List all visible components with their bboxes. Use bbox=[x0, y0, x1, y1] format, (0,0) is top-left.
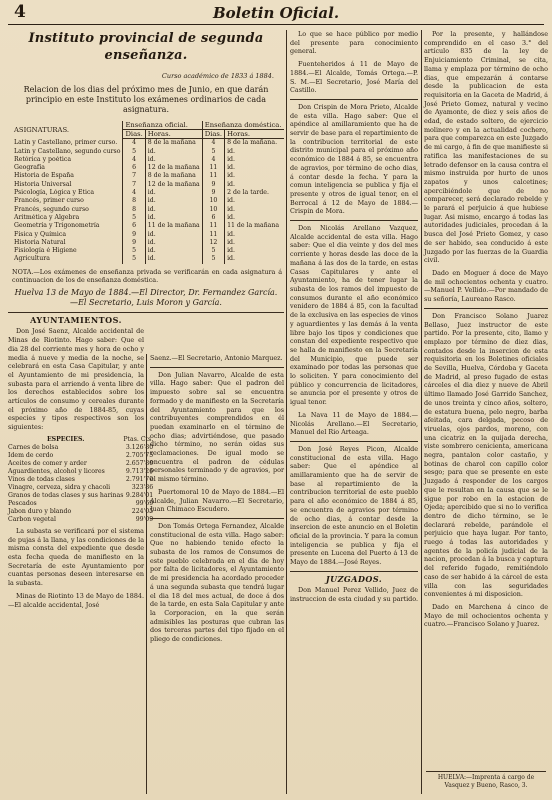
column-rule bbox=[421, 30, 422, 794]
official-day: 7 bbox=[123, 181, 145, 189]
price-species: Jabon duro y blando bbox=[8, 507, 72, 515]
domestic-day: 10 bbox=[202, 197, 224, 205]
price-amount: 99'69 bbox=[135, 499, 154, 507]
price-species: Aceites de comer y arder bbox=[8, 459, 87, 467]
schedule-note: NOTA.—Los exámenes de enseñanza privada se verificarán en cada asignatura á continuacion de los de enseñanza doméstica. bbox=[12, 267, 282, 284]
domestic-hour: 2 de la tarde. bbox=[225, 189, 284, 197]
official-hour: id. bbox=[145, 197, 202, 205]
domestic-header: Enseñanza doméstica. bbox=[202, 121, 283, 130]
official-day: 8 bbox=[123, 206, 145, 214]
domestic-day: 9 bbox=[202, 189, 224, 197]
schedule-row bbox=[12, 239, 284, 247]
price-row bbox=[8, 516, 153, 524]
price-col-species: ESPECIES. bbox=[46, 435, 85, 443]
domestic-hour: id. bbox=[225, 156, 284, 164]
official-hour: id. bbox=[145, 206, 202, 214]
column-3 bbox=[290, 30, 418, 608]
official-hour: 8 de la mañana bbox=[145, 172, 202, 180]
price-species: Aguardientes, alcohol y licores bbox=[8, 467, 105, 475]
domestic-day: 5 bbox=[202, 148, 224, 156]
domestic-hour: id. bbox=[225, 231, 284, 239]
notice-berrocal: Don Crispin de Mora Prieto, Alcalde de esta villa. Hago saber: Que el apéndice al amillaramiento que ha de servir de base para el repartimiento de la contribucion territorial de este distrito municipal para el próximo año económico de 1884 á 85, se encuentra de agravios, por término de ocho dias, á contar desde la fecha. Y para la comun inteligencia se publica y fija el presente y otros de igual tenor, en el Berrocal á 12 de Mayo de 1884.—Crispin de Mora. bbox=[290, 102, 418, 216]
requisitoria-prieto-signature: Dado en Moguer á doce de Mayo de mil ochocientos ochenta y cuatro.—Manuel P. Vellido.—Por mandado de su señoría, Laureano Rasco. bbox=[424, 268, 548, 304]
domestic-hour: 11 de la mañana bbox=[225, 222, 284, 230]
schedule-subject: Historia Natural bbox=[14, 238, 66, 246]
official-hour: id. bbox=[145, 214, 202, 222]
schedule-row bbox=[12, 164, 284, 172]
domestic-day: 4 bbox=[202, 156, 224, 164]
official-hour: id. bbox=[145, 156, 202, 164]
price-amount: 3.126'80 bbox=[125, 443, 154, 451]
hours-header: Horas. bbox=[225, 130, 284, 139]
domestic-day: 9 bbox=[202, 181, 224, 189]
schedule-row bbox=[12, 214, 284, 222]
schedule-row bbox=[12, 181, 284, 189]
ayuntamientos-heading: AYUNTAMIENTOS. bbox=[30, 314, 122, 325]
schedule-row bbox=[12, 148, 284, 156]
official-day: 6 bbox=[123, 222, 145, 230]
notice-puertomoral: Don Julian Navarro, Alcalde de esta villa. Hago saber: Que el padron del impuesto sobre sal se encuentra formado y de manifiesto en la Secretaría del Ayuntamiento para que los contribuyentes comprendidos en él puedan examinarlo en el término de ocho dias; advirtiéndose, que pasado dicho término, no serán oidas sus reclamaciones. De igual modo se encuentra el padron de cédulas personales terminado y de agravios, por el mismo término. bbox=[150, 370, 284, 484]
price-amount: 224'05 bbox=[131, 507, 154, 515]
schedule-subject: Física y Química bbox=[14, 230, 67, 238]
schedule-row bbox=[12, 197, 284, 205]
schedule-row bbox=[12, 139, 284, 148]
domestic-day: 6 bbox=[202, 214, 224, 222]
price-table bbox=[8, 436, 153, 524]
schedule-subject: Retórica y poética bbox=[14, 155, 72, 163]
schedule-subject: Psicología, Lógica y Ética bbox=[14, 189, 95, 197]
official-hour: id. bbox=[145, 231, 202, 239]
official-day: 5 bbox=[123, 255, 145, 263]
price-row bbox=[8, 492, 153, 500]
juzgados-heading: JUZGADOS. bbox=[325, 573, 383, 584]
printer-imprint: HUELVA:—Imprenta á cargo de Vasquez y Bueno, Rasco, 3. bbox=[426, 771, 546, 790]
ayuntamiento-notice-cont: La subasta se verificará por el sistema de pujas á la llana, y las condiciones de la misma consta del expediente que desde esta fecha queda de manifiesto en la Secretaría de este Ayuntamiento por cuantas personas deseen interesarse en la subasta. bbox=[8, 526, 144, 588]
price-species: Carnes de bolsa bbox=[8, 443, 59, 451]
domestic-hour: id. bbox=[225, 197, 284, 205]
ayuntamientos-section bbox=[8, 314, 154, 609]
days-header: Dias. bbox=[202, 130, 224, 139]
schedule-row bbox=[12, 172, 284, 180]
schedule-row bbox=[12, 206, 284, 214]
schedule-subject: Latin y Castellano, primer curso. bbox=[14, 138, 118, 146]
price-col-amount: Ptas. Cts. bbox=[123, 435, 154, 443]
official-day: 9 bbox=[123, 239, 145, 247]
official-hour: id. bbox=[145, 247, 202, 255]
page-header bbox=[8, 2, 544, 25]
ayuntamiento-notice: Don José Saenz, Alcalde accidental de Minas de Riotinto. Hago saber: Que el dia 28 del corriente mes y hora de ocho y media á nueve y media de la noche, se celebrará en esta Casa Capitular, y ante el Ayuntamiento de mi presidencia, la subasta para el arriendo á venta libre de los derechos establecidos sobre los artículos de consumo y cereales durante el próximo año de 1884-85, cuyas especies y tipos respectivos son los siguientes: bbox=[8, 327, 144, 432]
domestic-day: 5 bbox=[202, 255, 224, 263]
price-row bbox=[8, 500, 153, 508]
institute-intro: Relacion de los dias del próximo mes de Junio, en que darán principio en este Instituto los exámenes ordinarios de cada asignatura. bbox=[23, 84, 269, 114]
domestic-day: 4 bbox=[202, 139, 224, 148]
column-rule bbox=[286, 30, 287, 794]
domestic-hour: id. bbox=[225, 239, 284, 247]
domestic-hour: id. bbox=[225, 181, 284, 189]
price-row bbox=[8, 484, 153, 492]
schedule-subject: Aritmética y Álgebra bbox=[14, 213, 80, 221]
institute-title: Instituto provincial de segunda enseñanza. bbox=[28, 31, 264, 63]
course-year: Curso académico de 1833 á 1884. bbox=[161, 72, 274, 80]
notice-la-nava: Don Nicolás Arellano Vazquez, Alcalde accidental de esta villa. Hago saber: Que el dia veinte y dos del mes corriente y horas desde las doce de la mañana á las dos de la tarde, en estas Casas Capitulares y ante el Ayuntamiento, ha de tener lugar la subasta de los ramos del impuesto de consumos durante el año económico venidero de 1884 á 85, con la facultad de la exclusiva en las especies de vinos y aguardientes y las demás á la venta libre bajo los tipos y condiciones que constan del expediente respectivo que se halla de manifiesto en la Secretaría del Municipio, que puede ser examinado por todas las personas que lo soliciten. Y para conocimiento del público y concurrencia de licitadores, se anuncia por el presente y otros de igual tenor. bbox=[290, 224, 418, 407]
domestic-hour: id. bbox=[225, 164, 284, 172]
official-hour: 12 de la mañana bbox=[145, 164, 202, 172]
column-rule bbox=[146, 354, 147, 794]
official-header: Enseñanza oficial. bbox=[123, 121, 202, 130]
column-4 bbox=[424, 30, 548, 633]
official-day: 4 bbox=[123, 189, 145, 197]
schedule-subject: Agricultura bbox=[14, 255, 50, 263]
notice-fuenteheridos: Don Tomás Ortega Fernandez, Alcalde constitucional de esta villa. Hago saber: Que no habiendo tenido efecto la subasta de los ramos de Consumos de este pueblo celebrada en el dia de hoy por falta de licitadores, el Ayuntamiento de mi presidencia ha acordado proceder á una segunda subasta que tendrá lugar el dia 18 del mes actual, de doce á dos de la tarde, en esta Sala Capitular y ante la Corporacion, en la que serán admisibles las posturas que cubran las dos terceras partes del tipo fijado en el pliego de condiciones. bbox=[150, 521, 284, 644]
schedule-subject: Francés, primer curso bbox=[14, 197, 84, 205]
schedule-subject: Geografía bbox=[14, 164, 45, 172]
domestic-hour: id. bbox=[225, 255, 284, 263]
schedule-row bbox=[12, 189, 284, 197]
price-amount: 9.284'01 bbox=[125, 491, 154, 499]
price-row bbox=[8, 476, 153, 484]
official-day: 5 bbox=[123, 148, 145, 156]
schedule-row bbox=[12, 255, 284, 263]
schedule-subject: Latin y Castellano, segundo curso bbox=[14, 147, 121, 155]
price-amount: 323'86 bbox=[131, 483, 154, 491]
notice-juez: Don Manuel Perez Vellido, Juez de instruccion de esta ciudad y su partido. bbox=[290, 586, 419, 604]
domestic-day: 11 bbox=[202, 164, 224, 172]
official-hour: 11 de la mañana bbox=[145, 222, 202, 230]
notice-public-signature: Fuenteheridos á 11 de Mayo de 1884.—El Alcalde, Tomás Ortega.—P. S. M.—El Secretario, José María del Castillo. bbox=[290, 60, 418, 95]
price-row bbox=[8, 444, 153, 452]
domestic-day: 11 bbox=[202, 172, 224, 180]
institute-signature: Huelva 13 de Mayo de 1884.—El Director, Dr. Fernandez García.—El Secretario, Luis Moron y García. bbox=[14, 287, 278, 307]
notice-la-nava-signature: La Nava 11 de Mayo de 1884.—Nicolás Arellano.—El Secretario, Manuel del Rio Arteaga. bbox=[290, 410, 418, 437]
notice-lucena: Don José Reyes Picon, Alcalde constitucional de esta villa. Hago saber: Que el apéndice al amillaramiento que ha de servir de base al repartimiento de la contribucion territorial de este pueblo para el año económico de 1884 á 85, se encuentra de agravios por término de ocho dias, á contar desde la insercion de este anuncio en el Boletin oficial de la provincia. Y para la comun inteligencia se publica y fija el presente en Lucena del Puerto á 13 de Mayo de 1884.—José Reyes. bbox=[290, 444, 418, 567]
official-hour: id. bbox=[145, 255, 202, 263]
official-hour: id. bbox=[145, 239, 202, 247]
official-day: 7 bbox=[123, 172, 145, 180]
schedule-row bbox=[12, 231, 284, 239]
price-amount: 9.713'26 bbox=[125, 467, 154, 475]
schedule-subject: Francés, segundo curso bbox=[14, 205, 89, 213]
official-day: 5 bbox=[123, 247, 145, 255]
schedule-subject: Historia de España bbox=[14, 172, 74, 180]
subjects-header: ASIGNATURAS. bbox=[14, 125, 70, 134]
price-amount: 2.657'80 bbox=[125, 459, 154, 467]
price-species: Pescados bbox=[8, 499, 37, 507]
days-header: Dias. bbox=[123, 130, 145, 139]
hours-header: Horas. bbox=[145, 130, 202, 139]
schedule-subject: Historia Universal bbox=[14, 180, 72, 188]
price-species: Vinos de todas clases bbox=[8, 475, 75, 483]
publication-title: Boletin Oficial. bbox=[212, 4, 340, 22]
official-hour: id. bbox=[145, 148, 202, 156]
schedule-subject: Fisiología é Higiene bbox=[14, 247, 77, 255]
official-day: 6 bbox=[123, 164, 145, 172]
official-hour: id. bbox=[145, 189, 202, 197]
official-day: 4 bbox=[123, 139, 145, 148]
requisitoria-garrido: Don Francisco Solano Juarez Bellaso, Juez instructor de este partido. Por la presente, cito, llamo y emplazo por término de diez dias, contados desde la insercion de esta requisitoria en los Boletines oficiales de Sevilla, Huelva, Córdoba y Gaceta de Madrid, al preso fugado de estas cárceles el dia diez y nueve de Abril último llamado José Garrido Sanchez, de unos treinta y cinco años, soltero, de estatura buena, pelo negro, barba afeitada, cara delgada, pecoso de viruelas, ojos pardos, moreno, con una cicatriz en la quijada derecha, viste sombrero cenicienta, americana negra, pantalon color castaño, y botinas de charol con capillo color sesgo; para que se presente en este Juzgado á responder de los cargos que le resultan en la causa que se le sigue por robo en la estacion de Ojeda; apercibido que si no lo verifica dentro de dicho término, se le declarará rebelde, parándole el perjuicio que haya lugar. Por tanto, ruego á todas las autoridades y agentes de la policía judicial de la nacion, procedan á la busca y captura del referido fugado, remitiéndolo caso de ser habido á la cárcel de esta villa con las seguridades convenientes á mi disposicion. bbox=[424, 311, 548, 599]
price-amount: 2.791'70 bbox=[125, 475, 154, 483]
official-day: 9 bbox=[123, 231, 145, 239]
price-species: Granos de todas clases y sus harinas bbox=[8, 491, 124, 499]
official-day: 4 bbox=[123, 156, 145, 164]
official-day: 5 bbox=[123, 214, 145, 222]
requisitoria-prieto: Por la presente, y hallándose comprendido en el caso 3.° del artículo 835 de la ley de Enjuiciamiento Criminal, se cita, llama y emplaza por término de ocho dias, que empezarán á contarse desde la publicacion de esta requisitoria en la Gaceta de Madrid, á José Prieto Gomez, natural y vecino de Ayamonte, de diez y seis años de edad, de estado soltero, de ejercicio molinero y en la actualidad cochero, para que comparezca en este Juzgado de mi cargo, á fin de que manifieste si ratifica las manifestaciones de su letrado defensor en la causa contra el mismo instruida por hurto de unos zapatos y unos calcetines; apercibiéndole que de no comparecer, será declarado rebelde y le parará el perjuicio á que hubiese lugar. Asi mismo, encargo á todas las autoridades judiciales, procedan á la busca del José Prieto Gomez, y caso de ser habido, sea conducido á este Juzgado por las fuerzas de la Guardia civil. bbox=[424, 30, 548, 265]
official-hour: 8 de la mañana bbox=[145, 139, 202, 148]
signature-carry: Saenz.—El Secretario, Antonio Marquez. bbox=[150, 354, 283, 362]
price-row bbox=[8, 452, 153, 460]
price-amount: 99'09 bbox=[135, 515, 154, 523]
exam-schedule-table bbox=[12, 121, 284, 264]
price-species: Vinagre, cerveza, sidra y chacoli bbox=[8, 483, 111, 491]
domestic-hour: id. bbox=[225, 247, 284, 255]
domestic-hour: id. bbox=[225, 172, 284, 180]
domestic-day: 12 bbox=[202, 239, 224, 247]
page-number: 4 bbox=[14, 2, 26, 22]
requisitoria-garrido-signature: Dado en Marchena á cinco de Mayo de mil ochocientos ochenta y cuatro.—Francisco Solano y Juarez. bbox=[424, 603, 548, 629]
domestic-hour: id. bbox=[225, 214, 284, 222]
notice-public: Lo que se hace público por medio del presente para conocimiento general. bbox=[290, 30, 418, 56]
domestic-day: 11 bbox=[202, 222, 224, 230]
domestic-day: 11 bbox=[202, 231, 224, 239]
column-2 bbox=[150, 354, 284, 648]
schedule-row bbox=[12, 247, 284, 255]
price-row bbox=[8, 468, 153, 476]
price-species: Idem de cerdo bbox=[8, 451, 54, 459]
price-row bbox=[8, 508, 153, 516]
ayuntamiento-signature: Minas de Riotinto 13 de Mayo de 1884.—El alcalde accidental, José bbox=[8, 591, 144, 609]
price-row bbox=[8, 460, 153, 468]
official-day: 8 bbox=[123, 197, 145, 205]
official-hour: 12 de la mañana bbox=[145, 181, 202, 189]
domestic-hour: 8 de la mañana. bbox=[225, 139, 284, 148]
price-amount: 2.705'75 bbox=[125, 451, 154, 459]
notice-puertomoral-signature: Puertomoral 10 de Mayo de 1884.—El Alcalde, Julian Navarro.—El Secretario, Juan Chimaco Escudero. bbox=[150, 487, 284, 514]
price-species: Carbon vegetal bbox=[8, 515, 56, 523]
domestic-day: 10 bbox=[202, 206, 224, 214]
domestic-hour: id. bbox=[225, 148, 284, 156]
domestic-day: 5 bbox=[202, 247, 224, 255]
schedule-row bbox=[12, 156, 284, 164]
domestic-hour: id. bbox=[225, 206, 284, 214]
schedule-subject: Geometría y Trigonometría bbox=[14, 222, 100, 230]
schedule-row bbox=[12, 222, 284, 230]
